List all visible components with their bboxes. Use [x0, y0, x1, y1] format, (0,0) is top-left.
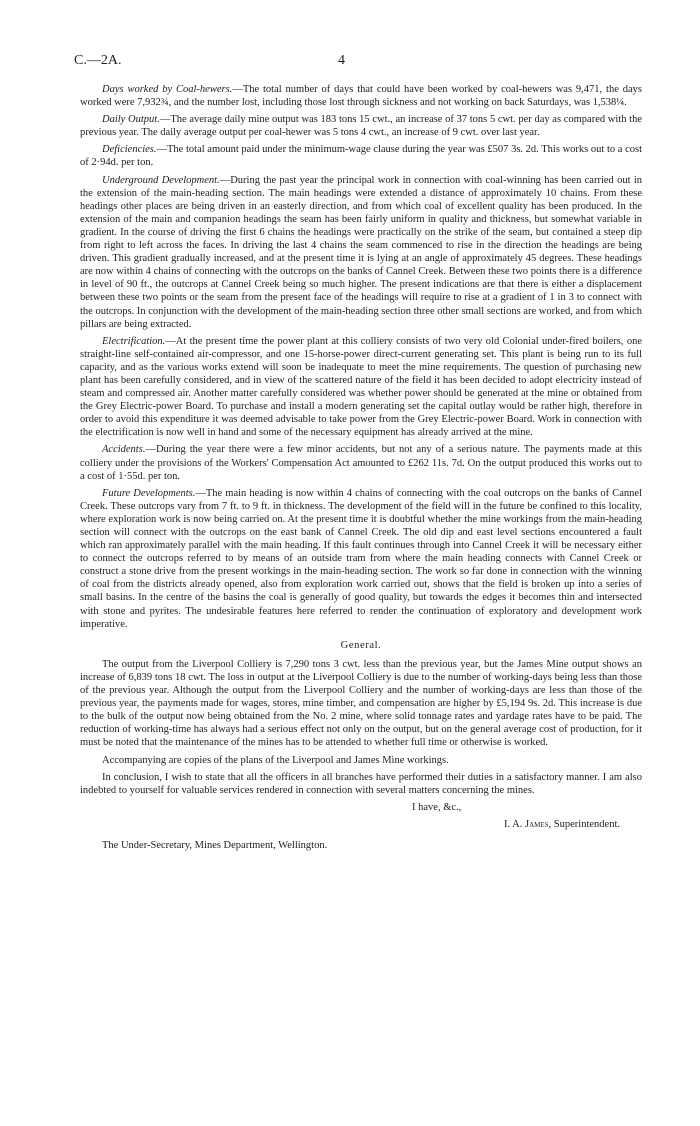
paragraph-body: —The total amount paid under the minimum-wage clause during the year was £507 3s. 2d. This works out to a cost of 2·94d. per ton.	[80, 144, 642, 169]
paragraph-daily-output	[80, 113, 642, 139]
paragraph-heading: Daily Output.	[102, 114, 160, 126]
paragraph-general-output: The output from the Liverpool Colliery is 7,290 tons 3 cwt. less than the previous year, but the James Mine output shows an increase of 6,839 tons 18 cwt. The loss in output at the Liverpool Colliery is due to the number of working-days being less than those of the previous year. Although the output from the Liverpool Colliery and the number of working-days are less than those of the previous year, the payments made for wages, stores, mine timber, and compensation are higher by £5,194 9s. 2d. This increase is due to the bulk of the output now being obtained from the No. 2 mine, where solid tonnage rates and yardage rates have to be paid. The reduction of working-time has always had a serious effect not only on the output, but on the general average cost of production, for it must be noted that the maintenance of the mines has to be attended to whether full time or otherwise is worked.	[80, 658, 642, 749]
paragraph-electrification	[80, 335, 642, 440]
page-number: 4	[338, 53, 345, 68]
closing-row	[80, 801, 642, 816]
paragraph-underground-development	[80, 174, 642, 331]
signature	[80, 818, 642, 831]
paragraph-heading: Underground Development.	[102, 174, 220, 186]
paragraph-body: —During the past year the principal work in connection with coal-winning has been carried out in the extension of the main-heading section. The main headings were extended a distance of approximately 10 chains. From these headings other places are being driven in an easterly direction, and from which coal of excellent quality has been produced. In the extension of the main and companion headings the seam has been fairly uniform in quality and thickness, but somewhat variable in gradient. In the course of driving the first 6 chains the headings were practically on the strike of the seam, but contained a steep dip from right to left across the faces. In driving the last 4 chains the seam commenced to rise in the direction the headings are being driven. This gradient gradually increased, and at the present time it is lying at an angle of approximately 45 degrees. These headings are now within 4 chains of connecting with the outcrops on the banks of Cannel Creek. Between these two points there is a difference in level of 90 ft., the outcrops at Cannel Creek being so much higher. The present indications are that there is either a displacement between these two points or the seam from the present face of the headings will require to rise at a gradient of 1 in 3 to connect with the outcrops. In conjunction with the development of the main-heading section three other small sections are worked, and from which pillars are being extracted.	[80, 174, 642, 330]
paragraph-deficiencies	[80, 143, 642, 169]
paragraph-heading: Deficiencies.	[102, 144, 157, 156]
paragraph-heading: Days worked by Coal-hewers.	[102, 84, 233, 95]
paragraph-plans: Accompanying are copies of the plans of the Liverpool and James Mine workings.	[102, 754, 449, 766]
paragraph-conclusion: In conclusion, I wish to state that all the officers in all branches have performed their duties in a satisfactory manner. I am also indebted to yourself for valuable services rendered in connection with several matters concerning the mines.	[80, 771, 642, 796]
paragraph-body: —At the present time the power plant at this colliery consists of two very old Colonial under-fired boilers, one straight-line self-contained air-compressor, and one 15-horse-power direct-current generating set. This plant is being run to its full capacity, and as the various works extend will soon be inadequate to meet the mine requirements. The question of purchasing new plant has been carefully considered, and in view of the scattered nature of the field it has been decided to adopt electricity instead of steam and compressed air. Another matter carefully considered was whether power should be generated at the mine or obtained from the Grey Electric-power Board. To purchase and install a modern generating set the capital outlay would be rather high, therefore in order to avoid this expenditure it was deemed advisable to take power from the Grey Electric-power Board. Work in connection with the electrification is now well in hand and some of the necessary equipment has already arrived at the mine.	[80, 335, 642, 439]
paragraph-heading: Future Developments.	[102, 487, 196, 499]
signature-title: , Superintendent.	[548, 818, 620, 830]
paragraph-heading: Accidents.	[102, 444, 146, 456]
paragraph-heading: Electrification.	[102, 335, 166, 347]
addressee: The Under-Secretary, Mines Department, Wellington.	[102, 839, 328, 851]
page-header	[74, 30, 642, 68]
report-code: C.—2A.	[74, 53, 122, 68]
paragraph-body: —The total number of days that could have been worked by coal-hewers was 9,471, the days worked were 7,932¾, and the number lost, including those lost through sickness and not working on back Saturdays, was 1,538¼.	[80, 84, 642, 109]
signature-name: James	[525, 818, 549, 830]
paragraph-body: —During the year there were a few minor accidents, but not any of a serious nature. The payments made at this colliery under the provisions of the Workers' Compensation Act amounted to £262 11s. 7d. On the output produced this works out to a cost of 1·55d. per ton.	[80, 444, 642, 482]
closing-phrase: I have, &c.,	[412, 801, 462, 813]
paragraph-accidents	[80, 443, 642, 482]
section-title-general: General.	[340, 639, 382, 651]
signature-initials: I. A.	[504, 818, 525, 830]
paragraph-body: —The main heading is now within 4 chains of connecting with the coal outcrops on the banks of Cannel Creek. These outcrops vary from 7 ft. to 9 ft. in thickness. The development of the field will in the future be confined to this locality, where exploration work is now being carried on. At the present time it is doubtful whether the mine workings from the main-heading section will connect with the outcrops on the east bank of Cannel Creek. The old dip and east level sections encountered a fault which ran approximately parallel with the main heading. If this fault continues through into Cannel Creek it will be necessary either to connect the outcrops referred to by means of an outside tram from where the main heading connects with Cannel Creek or construct a stone drive from the present workings in the main-heading section. The work so far done in connection with the winning of coal from the districts already opened, also from exploration work carried out, shows that the field is broken up into a series of small basins. In the centre of the basins the coal is generally of good quality, but towards the edges it becomes thin and intersected with stone and pyrites. The undesirable features here referred to render the continuation of exploratory and development work imperative.	[80, 487, 642, 630]
paragraph-body: —The average daily mine output was 183 tons 15 cwt., an increase of 37 tons 5 cwt. per day as compared with the previous year. The daily average output per coal-hewer was 5 tons 4 cwt., an increase of 9 cwt. over last year.	[80, 114, 642, 139]
paragraph-days-worked	[80, 83, 642, 109]
paragraph-future-developments	[80, 487, 642, 631]
